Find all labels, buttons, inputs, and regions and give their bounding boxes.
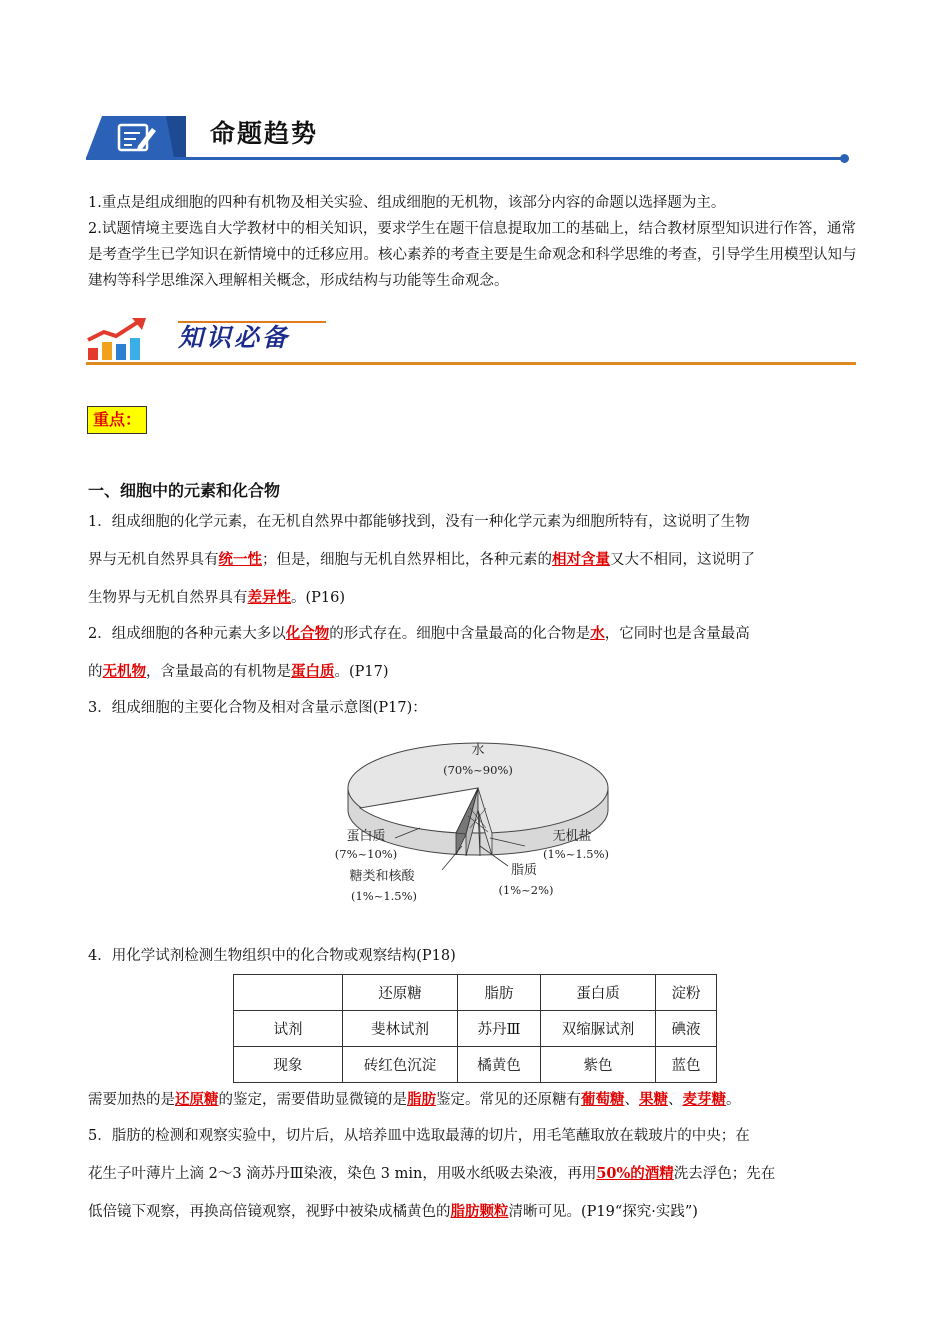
divider-end-dot (840, 154, 849, 163)
knowledge-title: 知识必备 (178, 323, 291, 352)
key-term: 相对含量 (552, 551, 610, 568)
table-cell (234, 975, 343, 1011)
trend-paragraph-2: 2.试题情境主要选自大学教材中的相关知识，要求学生在题干信息提取加工的基础上，结合教材原型知识进行作答，通常是考查学生已学知识在新情境中的迁移应用。核心素养的考查主要是生命观念和科学思维的考查，引导学生用模型认知与建构等科学思维深入理解相关概念，形成结构与功能等生命观念。 (88, 221, 857, 289)
table-cell: 橘黄色 (458, 1047, 541, 1083)
key-term: 50%的酒精 (596, 1165, 674, 1182)
table-row (234, 1011, 717, 1047)
p4-line: 4．用化学试剂检测生物组织中的化合物或观察结构(P18) (88, 948, 456, 964)
reagent-table (233, 974, 717, 1083)
table-header-cell: 蛋白质 (541, 975, 656, 1011)
key-term: 葡萄糖 (581, 1091, 625, 1108)
key-term: 水 (590, 625, 605, 642)
key-term: 脂肪 (407, 1091, 436, 1108)
p3-line: 3．组成细胞的主要化合物及相对含量示意图(P17)： (88, 700, 427, 716)
trend-paragraph-1: 1.重点是组成细胞的四种有机物及相关实验、组成细胞的无机物，该部分内容的命题以选择题为主。 (88, 195, 726, 211)
key-term: 化合物 (285, 625, 330, 642)
slice-range-protein: (7%~10%) (334, 847, 398, 861)
key-term: 蛋白质 (291, 663, 335, 680)
slice-label-sugar-nucleic: 糖类和核酸 (349, 869, 415, 884)
key-term: 麦芽糖 (682, 1091, 726, 1108)
p2-line-2: 的无机物，含量最高的有机物是蛋白质。(P17) (88, 663, 389, 680)
trend-title: 命题趋势 (210, 119, 319, 148)
edit-note-icon (86, 116, 186, 158)
table-cell: 双缩脲试剂 (541, 1011, 656, 1047)
p2-line-1: 2．组成细胞的各种元素大多以化合物的形式存在。细胞中含量最高的化合物是水，它同时也是含量最高 (88, 625, 750, 642)
table-row (234, 1047, 717, 1083)
slice-range-sugar-nucleic: (1%~1.5%) (350, 889, 418, 903)
p1-line-3: 生物界与无机自然界具有差异性。(P16) (88, 589, 346, 606)
table-cell: 现象 (234, 1047, 343, 1083)
slice-label-protein: 蛋白质 (346, 829, 386, 844)
table-cell: 斐林试剂 (343, 1011, 458, 1047)
table-cell: 苏丹Ⅲ (458, 1011, 541, 1047)
slice-label-lipid: 脂质 (510, 863, 538, 878)
table-cell: 蓝色 (656, 1047, 717, 1083)
section-heading: 一、细胞中的元素和化合物 (88, 481, 281, 500)
table-cell: 紫色 (541, 1047, 656, 1083)
table-cell: 试剂 (234, 1011, 343, 1047)
key-term: 差异性 (247, 589, 291, 606)
growth-chart-icon (86, 318, 152, 360)
trend-section-header (86, 112, 850, 164)
p1-line-1: 1．组成细胞的化学元素，在无机自然界中都能够找到，没有一种化学元素为细胞所特有，这说明了生物 (88, 514, 750, 530)
p6-line-1: 5．脂肪的检测和观察实验中，切片后，从培养皿中选取最薄的切片，用毛笔蘸取放在载玻片的中央；在 (88, 1128, 750, 1144)
key-term: 脂肪颗粒 (450, 1203, 509, 1220)
p1-line-2: 界与无机自然界具有统一性；但是，细胞与无机自然界相比，各种元素的相对含量又大不相同，这说明了 (88, 551, 755, 568)
key-term: 统一性 (218, 551, 262, 568)
divider (86, 362, 856, 365)
table-cell: 砖红色沉淀 (343, 1047, 458, 1083)
table-header-cell: 脂肪 (458, 975, 541, 1011)
slice-range-lipid: (1%~2%) (498, 883, 554, 897)
p6-line-3: 低倍镜下观察，再换高倍镜观察，视野中被染成橘黄色的脂肪颗粒清晰可见。(P19“探究·实践”) (88, 1203, 698, 1220)
table-header-row (234, 975, 717, 1011)
key-points-badge: 重点： (87, 406, 147, 434)
compound-pie-chart (320, 728, 640, 908)
key-term: 无机物 (102, 663, 146, 680)
table-header-cell: 还原糖 (343, 975, 458, 1011)
knowledge-section-header (86, 314, 858, 368)
p5-line: 需要加热的是还原糖的鉴定，需要借助显微镜的是脂肪鉴定。常见的还原糖有葡萄糖、果糖、麦芽糖。 (88, 1091, 741, 1108)
key-term: 还原糖 (175, 1091, 219, 1108)
slice-range-water: (70%~90%) (443, 763, 513, 777)
slice-label-salt: 无机盐 (552, 829, 592, 844)
table-header-cell: 淀粉 (656, 975, 717, 1011)
key-term: 果糖 (639, 1091, 668, 1108)
slice-label-water: 水 (471, 743, 485, 758)
divider (86, 157, 848, 160)
table-cell: 碘液 (656, 1011, 717, 1047)
p6-line-2: 花生子叶薄片上滴 2～3 滴苏丹Ⅲ染液，染色 3 min，用吸水纸吸去染液，再用50%的酒精洗去浮色；先在 (88, 1165, 776, 1182)
slice-range-salt: (1%~1.5%) (542, 847, 610, 861)
